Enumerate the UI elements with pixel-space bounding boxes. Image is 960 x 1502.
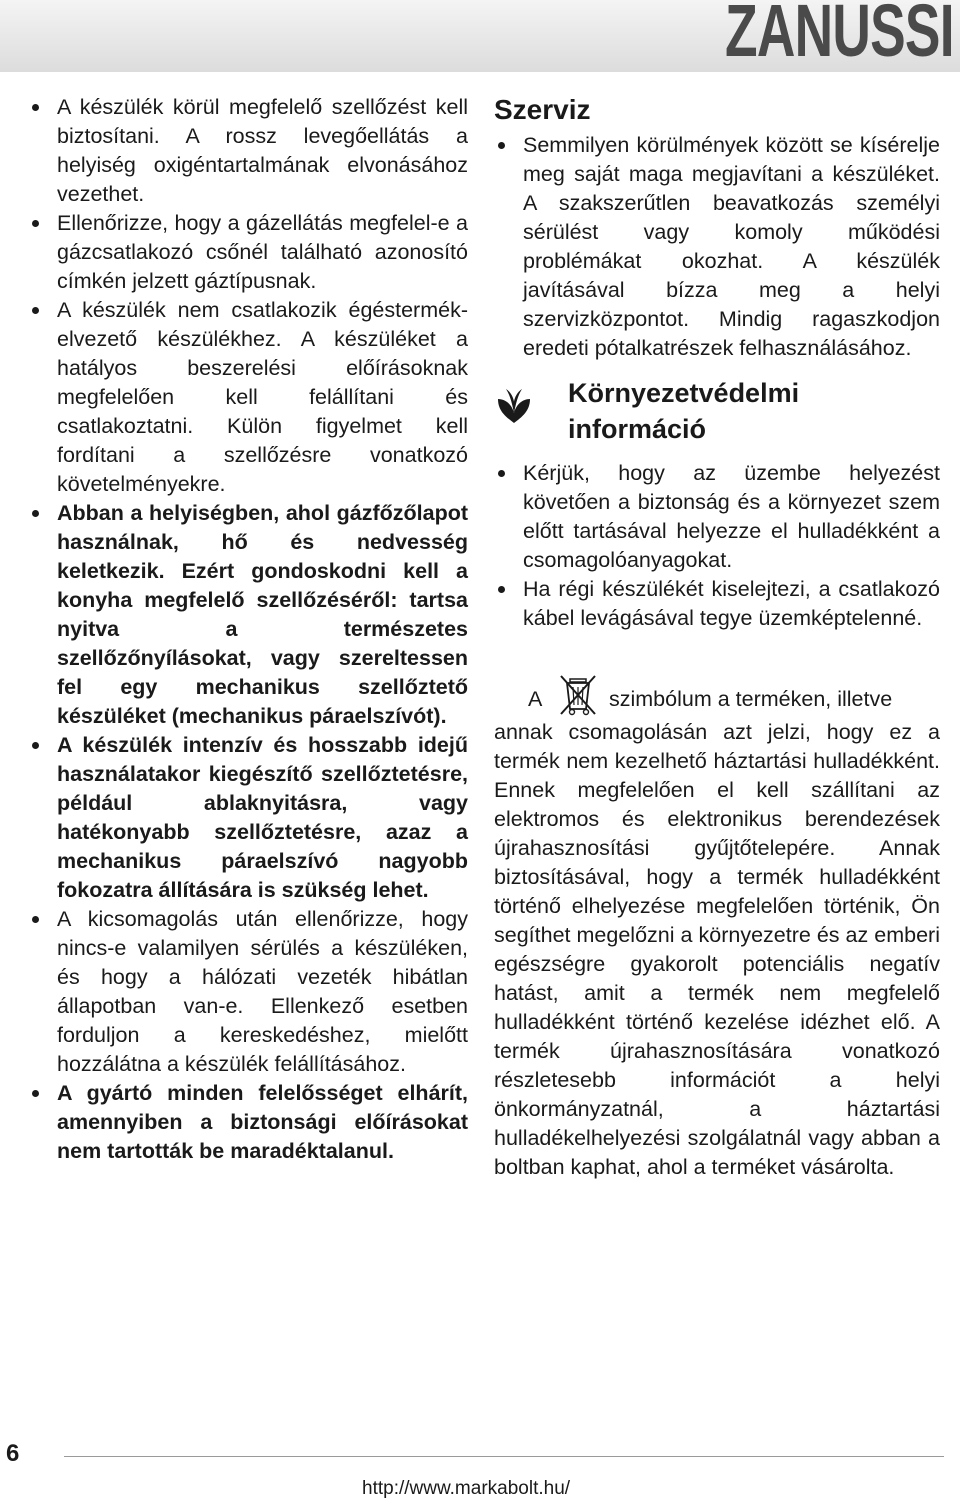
environment-header bbox=[494, 375, 940, 455]
footer-divider bbox=[64, 1456, 944, 1457]
list-item: Ha régi készülékét kiselejtezi, a csatlakozó kábel levágásával tegye üzemképtelenné. bbox=[494, 575, 940, 633]
list-item: A kicsomagolás után ellenőrizze, hogy nincs-e valamilyen sérülés a készüléken, és hogy a hálózati vezeték hibátlan állapotban van-e. Ellenkező esetben forduljon a kereskedéshez, mielőtt hozzálátna a készülék felállításához. bbox=[28, 905, 468, 1079]
service-list bbox=[494, 131, 940, 363]
weee-first-text: szimbólum a terméken, illetve bbox=[609, 687, 893, 711]
leaf-icon bbox=[494, 387, 534, 427]
left-column bbox=[28, 93, 468, 1166]
footer-url: http://www.markabolt.hu/ bbox=[362, 1478, 571, 1499]
list-item: A készülék intenzív és hosszabb idejű használatakor kiegészítő szellőztetésre, például ablaknyitásra, vagy hatékonyabb szellőztetésre, azaz a mechanikus páraelszívó nagyobb fokozatra állítására is szükség lehet. bbox=[28, 731, 468, 905]
weee-first-line bbox=[494, 685, 940, 718]
environment-list bbox=[494, 459, 940, 633]
brand-logo: ZANUSSI bbox=[725, 0, 954, 72]
right-column bbox=[494, 93, 940, 1182]
weee-a-letter: A bbox=[528, 687, 543, 711]
weee-body-text: annak csomagolásán azt jelzi, hogy ez a termék nem kezelhető háztartási hulladékként. Ennek megfelelően el kell szállítani az elektromos és elektronikus berendezések újrahasznosítási gyűjtőtelepére. Annak biztosításával, hogy a termék hulladékként történő elhelyezése megfelelően történik, Ön segíthet megelőzni a környezetre és az emberi egészségre gyakorolt potenciális negatív hatást, amit a termék nem megfelelő hulladékként történő kezelése idézhet elő. A termék újrahasznosítására vonatkozó részletesebb információt a helyi önkormányzatnál, a háztartási hulladékelhelyezési szolgálatnál vagy abban a boltban kaphat, ahol a terméket vásárolta. bbox=[494, 720, 940, 1179]
list-item: Ellenőrizze, hogy a gázellátás megfelel-e a gázcsatlakozó csőnél található azonosító címkén jelzett gáztípusnak. bbox=[28, 209, 468, 296]
list-item: A készülék nem csatlakozik égéstermék-elvezető készülékhez. A készüléket a hatályos beszerelési előírásoknak megfelelően kell felállítani és csatlakoztatni. Külön figyelmet kell fordítani a szellőzésre vonatkozó követelményekre. bbox=[28, 296, 468, 499]
list-item: Semmilyen körülmények között se kísérelje meg saját maga megjavítani a készüléket. A szakszerűtlen beavatkozás személyi sérülést vagy komoly működési problémákat okozhat. A készülék javításával bízza meg a helyi szervizközpontot. Mindig ragaszkodjon eredeti pótalkatrészek felhasználásához. bbox=[494, 131, 940, 363]
weee-paragraph bbox=[494, 685, 940, 1182]
list-item: Abban a helyiségben, ahol gázfőzőlapot használnak, hő és nedvesség keletkezik. Ezért gondoskodni kell a konyha megfelelő szellőzéséről: tartsa nyitva a természetes szellőzőnyílásokat, vagy szereltessen fel egy mechanikus szellőztető készüléket (mechanikus páraelszívót). bbox=[28, 499, 468, 731]
environment-heading: Környezetvédelmi információ bbox=[568, 378, 800, 444]
list-item: A készülék körül megfelelő szellőzést kell biztosítani. A rossz levegőellátás a helyiség oxigéntartalmának elvonásához vezethet. bbox=[28, 93, 468, 209]
list-item: Kérjük, hogy az üzembe helyezést követően a biztonság és a környezet szem előtt tartásával helyezze el hulladékként a csomagolóanyagokat. bbox=[494, 459, 940, 575]
page-number: 6 bbox=[6, 1440, 20, 1467]
service-heading: Szerviz bbox=[494, 94, 591, 125]
list-item: A gyártó minden felelősséget elhárít, amennyiben a biztonsági előírásokat nem tartották be maradéktalanul. bbox=[28, 1079, 468, 1166]
crossed-bin-icon bbox=[556, 673, 600, 717]
safety-list bbox=[28, 93, 468, 1166]
